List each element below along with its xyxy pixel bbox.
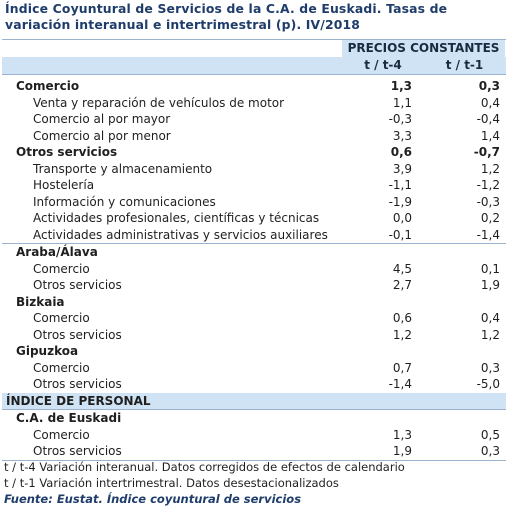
row-value-t4: 1,9 [392, 444, 412, 458]
table-row [2, 194, 506, 211]
row-label: Otros servicios [33, 278, 122, 292]
row-value-t1: 1,2 [480, 161, 500, 176]
row-value-t4: 0,0 [392, 211, 412, 225]
row-label: Información y comunicaciones [33, 194, 216, 209]
row-label: Venta y reparación de vehículos de motor [33, 95, 285, 110]
row-value-t4: 3,3 [392, 128, 412, 143]
row-value-t4: 1,2 [392, 327, 412, 342]
row-label: Comercio [33, 311, 90, 325]
data-table [2, 39, 506, 461]
row-value-t1: 1,2 [480, 327, 500, 342]
row-value-t4: 3,9 [392, 161, 412, 176]
table-row [2, 128, 506, 145]
row-value-t4: 0,7 [392, 360, 412, 375]
row-value-t1: 0,3 [478, 79, 500, 93]
table-header-group [2, 39, 506, 57]
table-row [2, 261, 506, 278]
territory-heading [2, 294, 506, 311]
row-value-t4: -0,1 [388, 227, 412, 242]
table-header-columns [2, 57, 506, 75]
row-value-t1: -5,0 [476, 377, 500, 391]
section-title: ÍNDICE DE PERSONAL [6, 393, 151, 408]
row-label: Actividades profesionales, científicas y técnicas [33, 211, 320, 225]
row-label: Otros servicios [33, 327, 122, 342]
row-label: Otros servicios [33, 377, 122, 391]
row-value-t1: 0,4 [480, 311, 500, 325]
row-value-t1: 0,4 [480, 95, 500, 110]
territory-heading [2, 343, 506, 360]
row-value-t1: -0,4 [476, 112, 500, 126]
table-row [2, 443, 506, 461]
row-label: Transporte y almacenamiento [33, 161, 213, 176]
territory-name: Gipuzkoa [16, 344, 79, 358]
row-value-t1: 0,3 [480, 360, 500, 375]
table-row [2, 427, 506, 444]
territory-name: Araba/Álava [16, 245, 98, 259]
row-value-t4: -1,9 [388, 194, 412, 209]
row-label: Comercio [33, 360, 90, 375]
row-value-t1: 0,2 [480, 211, 500, 225]
row-label: Comercio [16, 79, 80, 93]
row-value-t4: 0,6 [392, 311, 412, 325]
table-row [2, 144, 506, 161]
section-indice-personal [2, 393, 506, 411]
note-intertrimestral: t / t-1 Variación intertrimestral. Datos desestacionalizados [4, 476, 339, 490]
row-label: Actividades administrativas y servicios auxiliares [33, 227, 328, 242]
table-row [2, 227, 506, 245]
row-value-t1: -1,4 [476, 227, 500, 242]
page-title: Índice Coyuntural de Servicios de la C.A. de Euskadi. Tasas de variación interanual e intertrimestral (p). IV/2018 [5, 1, 448, 32]
territory-name: C.A. de Euskadi [16, 411, 122, 425]
row-label: Hostelería [33, 178, 95, 192]
row-value-t1: 0,5 [480, 427, 500, 442]
row-value-t1: 1,4 [480, 128, 500, 143]
header-precios-constantes: PRECIOS CONSTANTES [342, 40, 505, 57]
table-row [2, 161, 506, 178]
row-label: Comercio [33, 427, 90, 442]
row-label: Comercio al por menor [33, 128, 171, 143]
row-value-t4: 2,7 [392, 278, 412, 292]
row-value-t1: 0,1 [480, 261, 500, 276]
row-label: Comercio al por mayor [33, 112, 171, 126]
row-value-t4: 0,6 [390, 145, 412, 159]
territory-name: Bizkaia [16, 294, 65, 309]
row-value-t4: 1,1 [392, 95, 412, 110]
row-value-t4: -1,4 [388, 377, 412, 391]
row-label: Otros servicios [33, 444, 122, 458]
row-value-t1: -0,7 [473, 145, 500, 159]
table-row [2, 111, 506, 128]
table-row [2, 327, 506, 344]
row-value-t1: 0,3 [480, 444, 500, 458]
row-value-t4: 4,5 [392, 261, 412, 276]
table-row [2, 360, 506, 377]
table-row [2, 310, 506, 327]
row-value-t4: -1,1 [388, 178, 412, 192]
row-label: Comercio [33, 261, 90, 276]
footnotes [4, 459, 405, 507]
source-note: Fuente: Eustat. Índice coyuntural de servicios [4, 492, 302, 506]
note-interanual: t / t-4 Variación interanual. Datos corregidos de efectos de calendario [4, 460, 405, 474]
row-value-t1: -0,3 [476, 194, 500, 209]
header-col-interanual: t / t-4 [364, 58, 402, 72]
table-row [2, 376, 506, 393]
row-value-t4: 1,3 [390, 79, 412, 93]
header-col-intertrimestral: t / t-1 [445, 58, 484, 72]
table-row [2, 95, 506, 112]
table-row [2, 78, 506, 95]
row-value-t4: 1,3 [392, 427, 412, 442]
table-row [2, 210, 506, 227]
table-row [2, 177, 506, 194]
row-label: Otros servicios [16, 145, 118, 159]
table-row [2, 277, 506, 294]
row-value-t1: -1,2 [476, 178, 500, 192]
territory-heading [2, 410, 506, 427]
row-value-t4: -0,3 [388, 112, 412, 126]
row-value-t1: 1,9 [480, 278, 500, 292]
territory-heading [2, 244, 506, 261]
